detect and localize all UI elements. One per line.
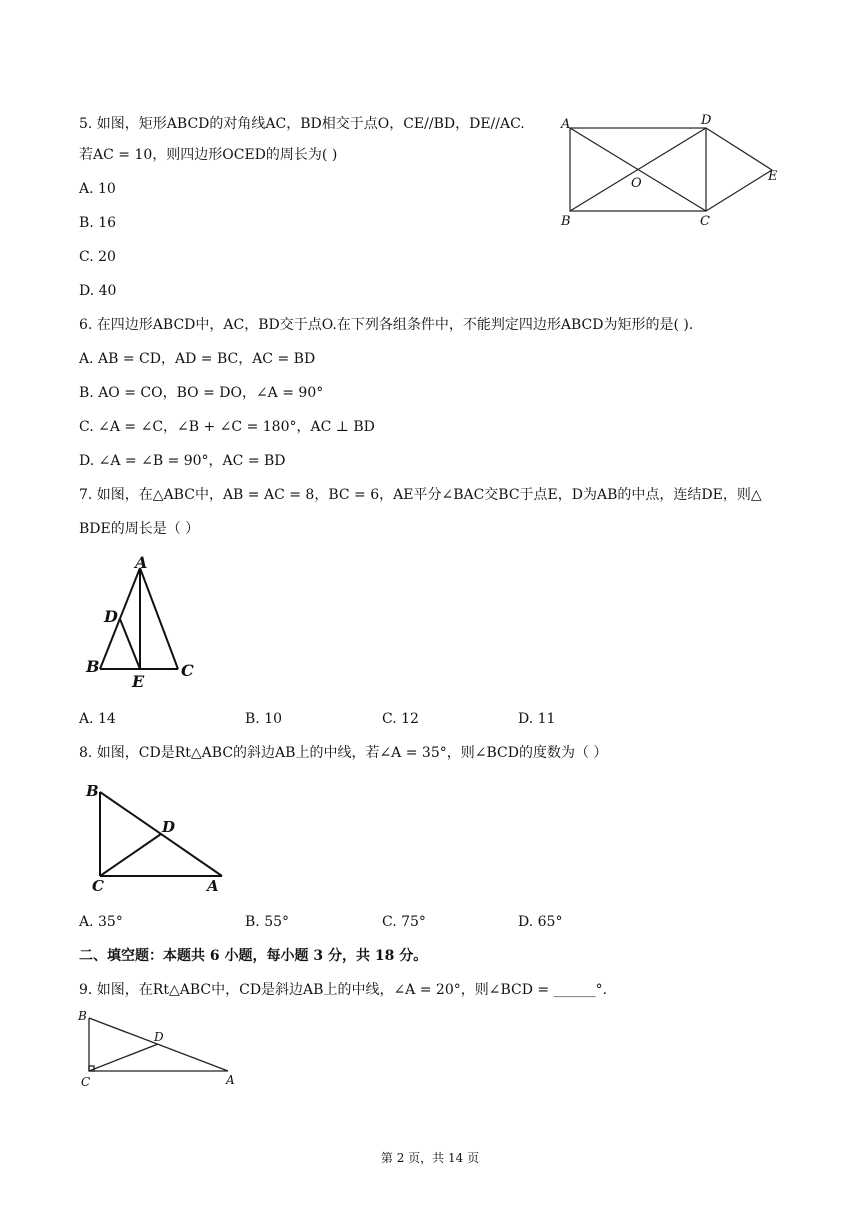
q7-option-a: A. 14 — [79, 711, 116, 727]
q7-stem-line1: 7. 如图，在△ABC中，AB = AC = 8，BC = 6，AE平分∠BAC交BC于点E，D为AB的中点，连结DE，则△ — [79, 487, 762, 503]
segment-de — [706, 128, 772, 170]
q8-option-a: A. 35° — [79, 914, 123, 930]
q6-stem: 6. 在四边形ABCD中，AC，BD交于点O.在下列各组条件中，不能判定四边形ABCD为矩形的是( ). — [79, 317, 694, 333]
label-b: B — [78, 1009, 87, 1023]
label-b: B — [86, 782, 99, 800]
label-a: A — [135, 553, 148, 572]
label-c: C — [81, 1075, 91, 1089]
q8-option-c: C. 75° — [382, 914, 426, 930]
label-c: C — [92, 877, 104, 895]
q9-right-triangle-figure — [78, 1008, 248, 1093]
label-b: B — [561, 214, 571, 229]
q6-option-d: D. ∠A = ∠B = 90°，AC = BD — [79, 453, 286, 469]
q7-option-c: C. 12 — [382, 711, 419, 727]
q5-option-a: A. 10 — [79, 181, 116, 197]
median-cd — [100, 834, 161, 876]
label-a: A — [207, 877, 219, 895]
q5-rectangle-figure — [555, 110, 795, 235]
median-cd — [89, 1044, 158, 1071]
q7-stem-line2: BDE的周长是（ ） — [79, 521, 200, 537]
q8-option-d: D. 65° — [518, 914, 563, 930]
q8-right-triangle-figure — [80, 780, 240, 895]
side-ac — [140, 568, 178, 669]
q7-triangle-figure — [80, 552, 210, 692]
q9-stem: 9. 如图，在Rt△ABC中，CD是斜边AB上的中线，∠A = 20°，则∠BCD = ______°. — [79, 982, 608, 998]
q5-option-d: D. 40 — [79, 283, 117, 299]
q5-stem-line2: 若AC = 10，则四边形OCED的周长为( ) — [79, 147, 338, 163]
segment-ce — [706, 170, 772, 211]
label-e: E — [132, 672, 145, 691]
q5-option-c: C. 20 — [79, 249, 116, 265]
label-b: B — [86, 657, 100, 676]
page-footer: 第 2 页，共 14 页 — [380, 1151, 480, 1165]
q6-option-b: B. AO = CO，BO = DO，∠A = 90° — [79, 385, 324, 401]
q5-option-b: B. 16 — [79, 215, 117, 231]
label-d: D — [162, 818, 176, 836]
q7-option-b: B. 10 — [245, 711, 283, 727]
label-c: C — [181, 661, 194, 680]
q6-option-a: A. AB = CD，AD = BC，AC = BD — [79, 351, 316, 367]
label-d: D — [154, 1030, 164, 1044]
q8-option-b: B. 55° — [245, 914, 290, 930]
q7-option-d: D. 11 — [518, 711, 556, 727]
label-c: C — [700, 214, 710, 229]
segment-de — [120, 619, 140, 669]
section-heading-fill-in: 二、填空题：本题共 6 小题，每小题 3 分，共 18 分。 — [79, 948, 428, 964]
label-o: O — [631, 176, 642, 191]
label-a: A — [226, 1073, 235, 1087]
label-e: E — [768, 169, 778, 184]
q6-option-c: C. ∠A = ∠C，∠B + ∠C = 180°，AC ⊥ BD — [79, 419, 375, 435]
q8-stem: 8. 如图，CD是Rt△ABC的斜边AB上的中线，若∠A = 35°，则∠BCD的度数为（ ） — [79, 745, 608, 761]
q5-stem-line1: 5. 如图，矩形ABCD的对角线AC，BD相交于点O，CE//BD，DE//AC. — [79, 116, 525, 132]
label-d: D — [104, 607, 118, 626]
label-a: A — [561, 117, 571, 132]
label-d: D — [701, 113, 712, 128]
